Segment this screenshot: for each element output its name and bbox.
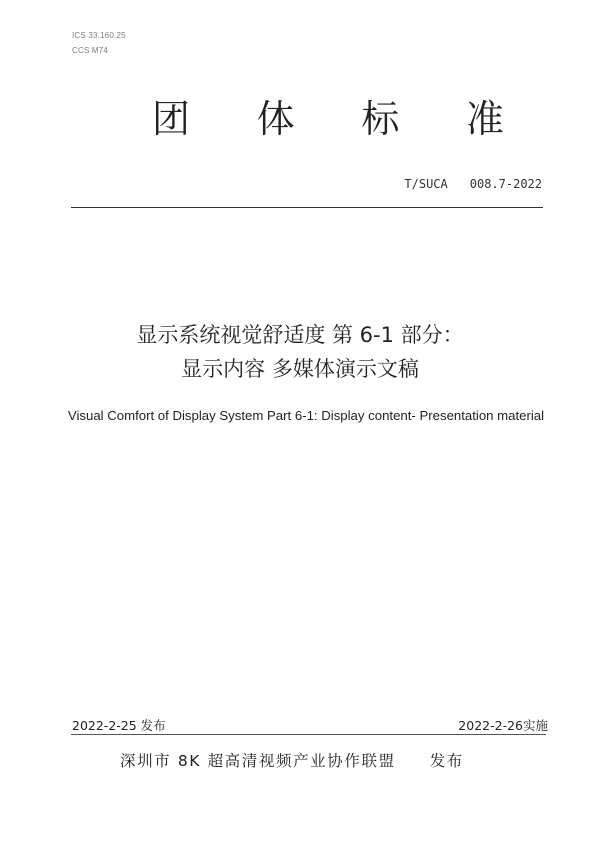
standard-type-banner — [152, 88, 504, 143]
chinese-title-line-2: 显示内容 多媒体演示文稿 — [181, 357, 419, 381]
standard-prefix: T/SUCA — [404, 177, 448, 191]
banner-char: 体 — [256, 97, 295, 141]
banner-char: 标 — [361, 97, 400, 141]
chinese-title-line-1: 显示系统视觉舒适度 第 6-1 部分： — [136, 323, 464, 347]
chinese-title — [0, 318, 600, 386]
banner-char: 准 — [465, 97, 504, 141]
english-title: Visual Comfort of Display System Part 6-1: Display content- Presentation material — [67, 408, 545, 423]
ccs-code: CCS M74 — [72, 46, 109, 55]
issuer-line — [120, 749, 464, 771]
implement-date: 2022-2-26实施 — [458, 718, 548, 733]
footer-divider — [71, 734, 546, 735]
ics-code: ICS 33.160.25 — [72, 31, 126, 40]
issue-word: 发布 — [429, 752, 464, 770]
banner-char: 团 — [152, 97, 191, 141]
publish-date: 2022-2-25 发布 — [72, 718, 166, 733]
standard-number — [404, 177, 542, 191]
header-divider — [71, 207, 543, 208]
issuer-name: 深圳市 8K 超高清视频产业协作联盟 — [120, 752, 396, 770]
standard-code: 008.7-2022 — [469, 177, 542, 191]
